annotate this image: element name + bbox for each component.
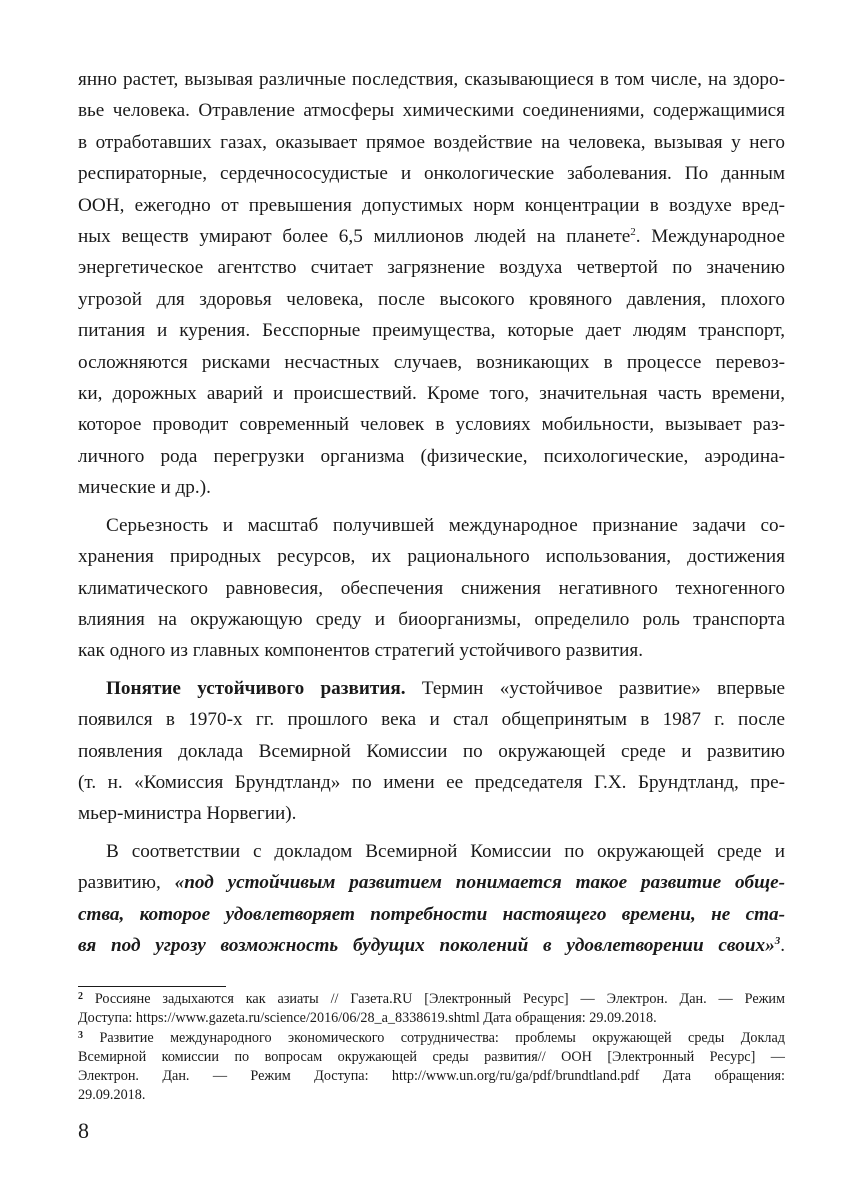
definition-quote: вя под угрозу возможность будущих поколений в удовлетворении своих» [78,934,775,956]
text-line: появления доклада Всемирной Комиссии по окружающей среде и развитию [78,740,785,762]
text-line [78,673,785,704]
text-line: осложняются рисками несчастных случаев, возникающих в процессе перевоз- [78,351,785,373]
term-heading: Понятие устойчивого развития. [106,677,406,699]
footnote-line [78,990,785,1009]
footnote-mark: 3 [78,1029,83,1041]
text-line: мические и др.). [78,477,211,499]
text-line: энергетическое агентство считает загрязнение воздуха четвертой по значению [78,257,785,279]
text-line [78,867,785,898]
footnote-mark: 2 [78,991,83,1002]
text-line: которое проводит современный человек в условиях мобильности, вызывает раз- [78,414,785,436]
text-line: появился в 1970-х гг. прошлого века и стал общепринятым в 1987 г. после [78,709,785,731]
footnote-line: Всемирной комиссии по вопросам окружающей среды развития// ООН [Электронный Ресурс] — [78,1048,785,1065]
text-line: мьер-министра Норвегии). [78,803,297,825]
text-line: климатического равновесия, обеспечения снижения негативного техногенного [78,577,785,599]
text-span: Развитие международного экономического сотрудничества: проблемы окружающей среды Доклад [83,1029,785,1046]
footnote-divider [78,986,226,987]
text-span: . [780,934,785,956]
footnote-ref: 3 [774,934,781,947]
definition-quote: ства, которое удовлетворяет потребности настоящего времени, не ста- [78,903,785,925]
text-line: как одного из главных компонентов стратегий устойчивого развития. [78,640,644,662]
text-line: в отработавших газах, оказывает прямое воздействие на человека, вызывая у него [78,131,785,153]
text-line: хранения природных ресурсов, их рационального использования, достижения [78,546,785,568]
text-span: . Международное [635,226,785,248]
text-line: Серьезность и масштаб получившей международное признание задачи со- [106,514,785,536]
footnotes [78,990,785,1106]
text-line: ки, дорожных аварий и происшествий. Кроме того, значительная часть времени, [78,383,785,405]
text-line: личного рода перегрузки организма (физические, психологические, аэродина- [78,445,785,467]
footnote-line: Доступа: https://www.gazeta.ru/science/2016/06/28_a_8338619.shtml Дата обращения: 29.09.2018. [78,1010,657,1027]
text-line: ООН, ежегодно от превышения допустимых норм концентрации в воздухе вред- [78,194,785,216]
footnote-ref: 2 [630,226,636,239]
footnote-line: Электрон. Дан. — Режим Доступа: http://www.un.org/ru/ga/pdf/brundtland.pdf Дата обращения: [78,1068,785,1085]
text-line: (т. н. «Комиссия Брундтланд» по имени ее председателя Г.Х. Брундтланд, пре- [78,771,785,793]
text-line: вье человека. Отравление атмосферы химическими соединениями, содержащимися [78,100,785,122]
text-span: развитию, [78,872,175,894]
text-span: ных веществ умирают более 6,5 миллионов людей на планете [78,226,631,248]
footnote-line: 29.09.2018. [78,1087,146,1104]
text-span: Россияне задыхаются как азиаты // Газета.RU [Электронный Ресурс] — Электрон. Дан. — Режим [83,991,785,1007]
definition-quote: «под устойчивым развитием понимается такое развитие обще- [174,872,786,894]
text-line [78,221,785,252]
text-span: Термин «устойчивое развитие» впервые [405,677,785,699]
text-line: янно растет, вызывая различные последствия, сказывающиеся в том числе, на здоро- [78,69,785,90]
main-text [78,64,785,961]
text-line: влияния на окружающую среду и биоорганизмы, определило роль транспорта [78,608,785,630]
text-line: респираторные, сердечнососудистые и онкологические заболевания. По данным [78,163,785,185]
page-number: 8 [78,1118,89,1143]
text-line: питания и курения. Бесспорные преимущества, которые дает людям транспорт, [78,320,785,342]
footnote-line [78,1029,785,1048]
text-line: В соответствии с докладом Всемирной Комиссии по окружающей среде и [106,840,785,862]
text-line [78,930,785,961]
text-line: угрозой для здоровья человека, после высокого кровяного давления, плохого [78,288,785,310]
